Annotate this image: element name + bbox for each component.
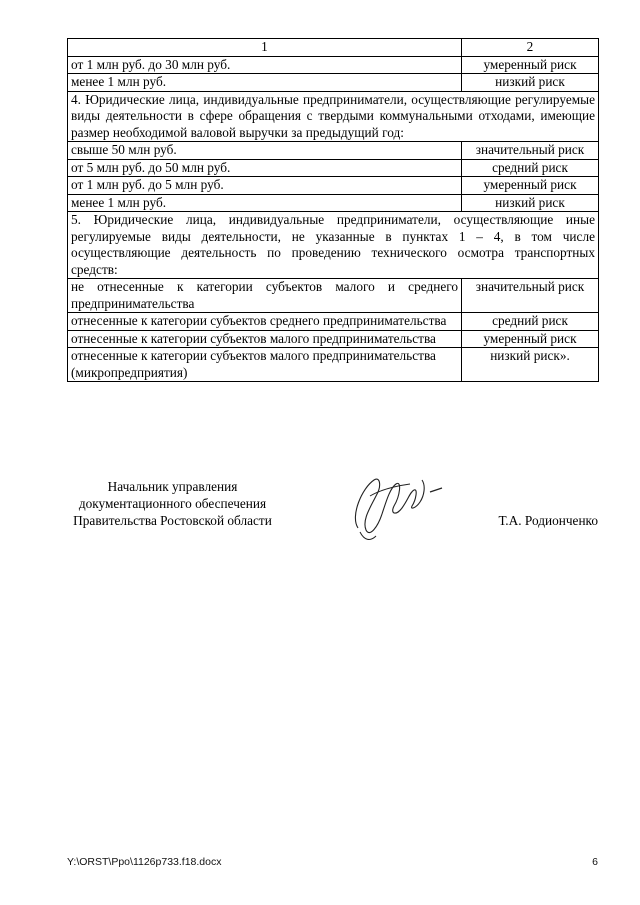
section-row <box>68 212 599 279</box>
table-row <box>68 279 599 313</box>
criterion-cell: от 5 млн руб. до 50 млн руб. <box>68 159 462 177</box>
criterion-cell: от 1 млн руб. до 30 млн руб. <box>68 56 462 74</box>
risk-cell: умеренный риск <box>462 56 599 74</box>
table-row <box>68 177 599 195</box>
signatory-title-line: документационного обеспечения <box>78 496 267 511</box>
page-number: 6 <box>592 856 598 868</box>
risk-cell: умеренный риск <box>462 330 599 348</box>
criterion-cell: менее 1 млн руб. <box>68 194 462 212</box>
signatory-title-line: Начальник управления <box>107 479 238 494</box>
table-row <box>68 56 599 74</box>
risk-cell: средний риск <box>462 159 599 177</box>
table-row <box>68 159 599 177</box>
header-col-1: 1 <box>68 39 462 57</box>
risk-cell: значительный риск <box>462 279 599 313</box>
table-row <box>68 348 599 382</box>
risk-table <box>67 38 599 382</box>
table-row <box>68 313 599 331</box>
risk-cell: низкий риск <box>462 194 599 212</box>
table-row <box>68 74 599 92</box>
risk-cell: умеренный риск <box>462 177 599 195</box>
section-4-heading: 4. Юридические лица, индивидуальные предприниматели, осуществляющие регулируемые виды деятельности в сфере обращения с твердыми коммунальными отходами, имеющие размер необходимой валовой выручки за предыдущий год: <box>68 91 599 142</box>
criterion-cell: не отнесенные к категории субъектов малого и среднего предпринимательства <box>68 279 462 313</box>
handwritten-signature <box>340 466 450 546</box>
risk-cell: низкий риск <box>462 74 599 92</box>
table-row <box>68 330 599 348</box>
criterion-cell: отнесенные к категории субъектов малого предпринимательства <box>68 330 462 348</box>
criterion-cell: отнесенные к категории субъектов малого предпринимательства (микропредприятия) <box>68 348 462 382</box>
criterion-cell: свыше 50 млн руб. <box>68 142 462 160</box>
signatory-name: Т.А. Родионченко <box>498 513 598 528</box>
signature-block <box>60 478 600 548</box>
table-row <box>68 194 599 212</box>
criterion-cell: от 1 млн руб. до 5 млн руб. <box>68 177 462 195</box>
file-path: Y:\ORST\Ppo\1126p733.f18.docx <box>67 856 222 868</box>
signatory-title <box>60 478 285 529</box>
risk-cell: средний риск <box>462 313 599 331</box>
section-5-heading: 5. Юридические лица, индивидуальные предприниматели, осуществляющие иные регулируемые виды деятельности, не указанные в пунктах 1 – 4, в том числе осуществляющие деятельность по проведению технического осмотра транспортных средств: <box>68 212 599 279</box>
header-col-2: 2 <box>462 39 599 57</box>
section-row <box>68 91 599 142</box>
table-header-row <box>68 39 599 57</box>
table-row <box>68 142 599 160</box>
risk-cell: низкий риск». <box>462 348 599 382</box>
signatory-title-line: Правительства Ростовской области <box>73 513 272 528</box>
criterion-cell: менее 1 млн руб. <box>68 74 462 92</box>
criterion-cell: отнесенные к категории субъектов среднего предпринимательства <box>68 313 462 331</box>
risk-cell: значительный риск <box>462 142 599 160</box>
